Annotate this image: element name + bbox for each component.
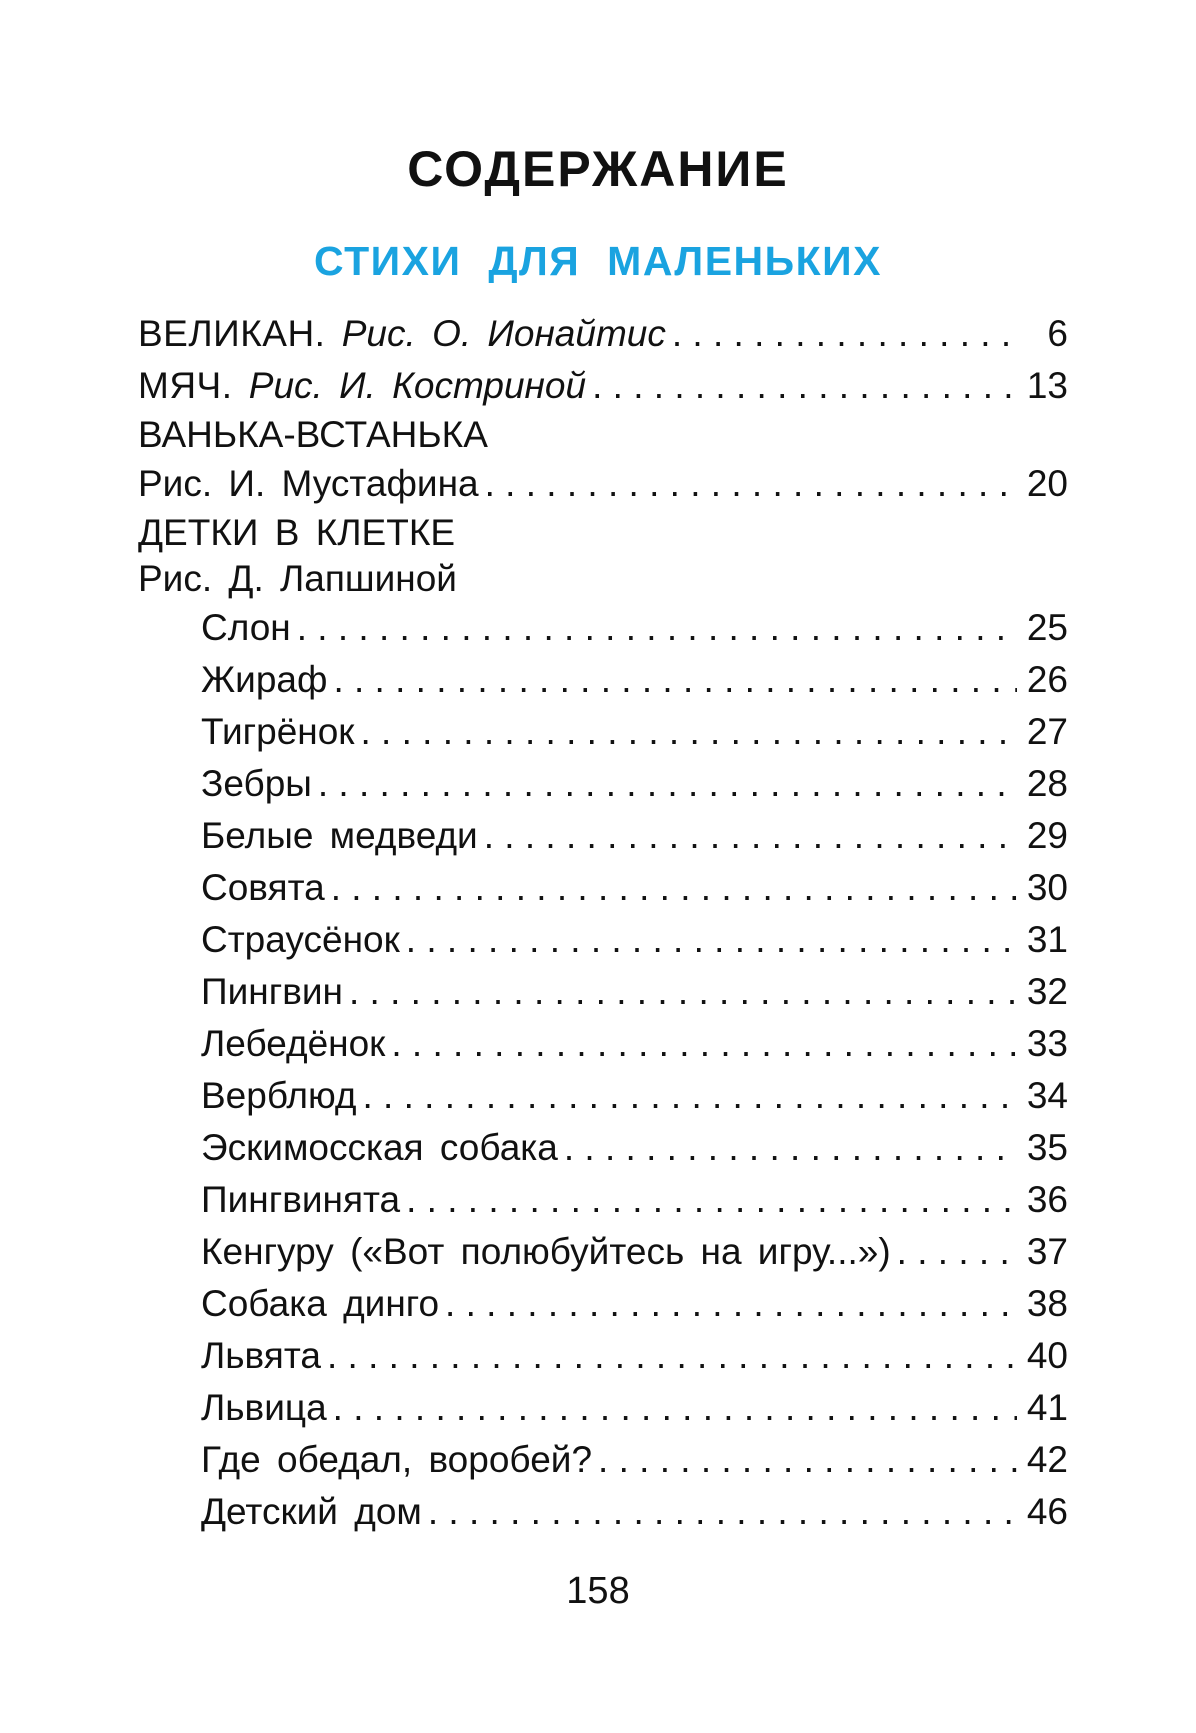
toc-entry[interactable] — [138, 308, 1068, 360]
toc-subentry-page: 37 — [1026, 1231, 1068, 1272]
toc-subentry[interactable] — [138, 654, 1068, 706]
toc-entry-credit: Рис. О. Ионайтис — [341, 313, 666, 354]
toc-entry-credit: Рис. И. Костриной — [248, 365, 587, 406]
toc-subentry-page: 30 — [1026, 867, 1068, 908]
toc-subentry[interactable] — [138, 758, 1068, 810]
leader-dots — [485, 458, 1017, 510]
toc-subentry[interactable] — [138, 1070, 1068, 1122]
toc-subentry-title: Белые медведи — [201, 815, 478, 856]
toc-subentry[interactable] — [138, 1018, 1068, 1070]
leader-dots — [391, 1018, 1016, 1070]
page-number: 158 — [566, 1570, 630, 1612]
toc-subentry[interactable] — [138, 1122, 1068, 1174]
toc-subentry-title: Страусёнок — [201, 919, 400, 960]
toc-entry-page: 13 — [1026, 365, 1068, 406]
leader-dots — [349, 966, 1017, 1018]
leader-dots — [297, 602, 1017, 654]
leader-dots — [406, 914, 1017, 966]
page-title: СОДЕРЖАНИЕ — [407, 141, 789, 197]
leader-dots — [362, 1070, 1016, 1122]
toc-subentry-page: 42 — [1026, 1439, 1068, 1480]
toc-subentry-page: 38 — [1026, 1283, 1068, 1324]
toc-subentry-page: 29 — [1026, 815, 1068, 856]
toc-subentry-title: Львята — [201, 1335, 321, 1376]
leader-dots — [318, 758, 1017, 810]
toc-subentry-page: 40 — [1026, 1335, 1068, 1376]
toc-entry-title: ДЕТКИ В КЛЕТКЕ — [138, 512, 456, 553]
toc-subentry[interactable] — [138, 706, 1068, 758]
toc-subentry-page: 31 — [1026, 919, 1068, 960]
toc-subentry-page: 28 — [1026, 763, 1068, 804]
toc-entry-credit: Рис. И. Мустафина — [138, 463, 479, 504]
toc-subentry[interactable] — [138, 1174, 1068, 1226]
toc-subentry-title: Слон — [201, 607, 291, 648]
toc-subentry-page: 46 — [1026, 1491, 1068, 1532]
leader-dots — [484, 810, 1017, 862]
toc-subentry-title: Львица — [201, 1387, 327, 1428]
toc-entry-title: ВАНЬКА-ВСТАНЬКА — [138, 414, 488, 455]
toc-subentry-title: Детский дом — [201, 1491, 422, 1532]
toc-entry-credit: Рис. Д. Лапшиной — [138, 558, 457, 599]
leader-dots — [897, 1226, 1017, 1278]
section-title: СТИХИ ДЛЯ МАЛЕНЬКИХ — [314, 238, 882, 284]
toc-subentry[interactable] — [138, 862, 1068, 914]
leader-dots — [406, 1174, 1017, 1226]
toc-entry-credit-line[interactable] — [138, 458, 1068, 510]
toc-entry-label — [138, 308, 666, 360]
toc-subentry[interactable] — [138, 810, 1068, 862]
toc-subentry-page: 25 — [1026, 607, 1068, 648]
toc-subentry-page: 36 — [1026, 1179, 1068, 1220]
toc-subentry-title: Совята — [201, 867, 325, 908]
leader-dots — [361, 706, 1017, 758]
leader-dots — [333, 654, 1016, 706]
toc-subentry-title: Верблюд — [201, 1075, 357, 1116]
leader-dots — [564, 1122, 1017, 1174]
toc-entry-page: 20 — [1026, 463, 1068, 504]
toc-subentry-page: 35 — [1026, 1127, 1068, 1168]
toc-subentry[interactable] — [138, 1486, 1068, 1538]
leader-dots — [672, 308, 1018, 360]
toc-subentry-title: Пингвин — [201, 971, 343, 1012]
leader-dots — [598, 1434, 1017, 1486]
toc-subentry[interactable] — [138, 1278, 1068, 1330]
leader-dots — [331, 862, 1017, 914]
toc-subentry-page: 26 — [1026, 659, 1068, 700]
toc-subentry-title: Жираф — [201, 659, 328, 700]
toc-entry-label — [138, 360, 586, 412]
toc-subentry-title: Зебры — [201, 763, 312, 804]
leader-dots — [592, 360, 1017, 412]
leader-dots — [333, 1382, 1017, 1434]
toc-subentry-title: Собака динго — [201, 1283, 440, 1324]
toc-entry-credit-line — [138, 556, 1068, 602]
toc-subentry-title: Лебедёнок — [201, 1023, 386, 1064]
toc-subentry-title: Где обедал, воробей? — [201, 1439, 593, 1480]
toc-subentry[interactable] — [138, 1382, 1068, 1434]
toc-subentry[interactable] — [138, 914, 1068, 966]
toc-subentry[interactable] — [138, 1434, 1068, 1486]
toc-entry[interactable] — [138, 360, 1068, 412]
toc-subentry[interactable] — [138, 1330, 1068, 1382]
toc-entry-page: 6 — [1047, 313, 1068, 354]
toc-entry-title: ВЕЛИКАН. — [138, 313, 326, 354]
table-of-contents — [138, 308, 1068, 1538]
toc-entry-heading[interactable] — [138, 412, 1068, 458]
toc-subentry-page: 32 — [1026, 971, 1068, 1012]
leader-dots — [327, 1330, 1017, 1382]
toc-subentry[interactable] — [138, 602, 1068, 654]
toc-entry-title: МЯЧ. — [138, 365, 233, 406]
toc-subentry-title: Тигрёнок — [201, 711, 355, 752]
toc-subentry-title: Кенгуру («Вот полюбуйтесь на игру...») — [201, 1231, 891, 1272]
toc-subentry-page: 41 — [1026, 1387, 1068, 1428]
toc-subentry-page: 34 — [1026, 1075, 1068, 1116]
toc-subentry-title: Эскимосская собака — [201, 1127, 558, 1168]
toc-subentry[interactable] — [138, 966, 1068, 1018]
toc-subentry[interactable] — [138, 1226, 1068, 1278]
toc-entry-heading[interactable] — [138, 510, 1068, 556]
toc-subentry-title: Пингвинята — [201, 1179, 401, 1220]
leader-dots — [445, 1278, 1017, 1330]
toc-subentry-page: 27 — [1026, 711, 1068, 752]
leader-dots — [428, 1486, 1017, 1538]
toc-subentry-page: 33 — [1026, 1023, 1068, 1064]
